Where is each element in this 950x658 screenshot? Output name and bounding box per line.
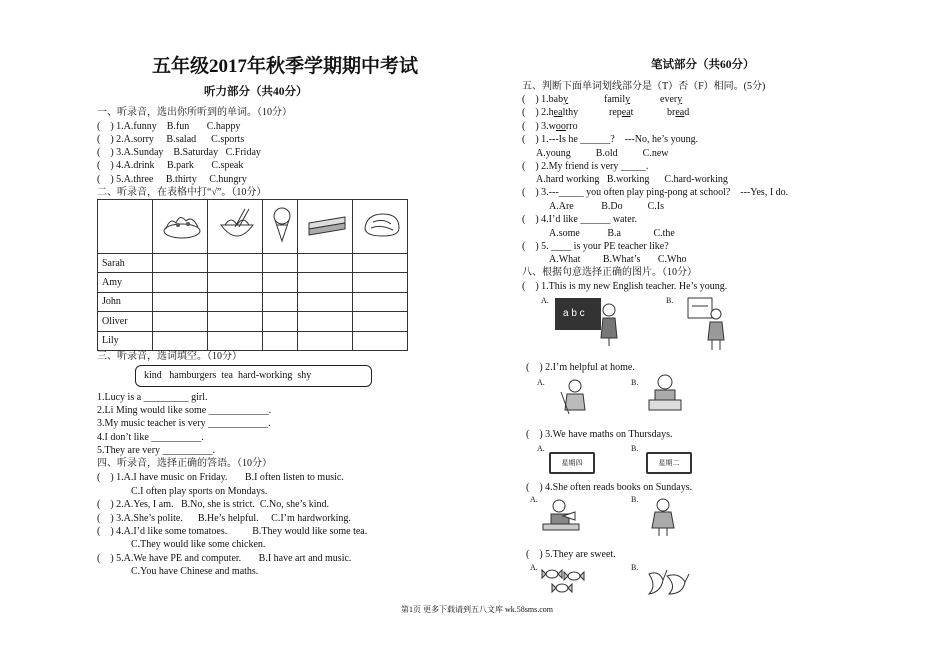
table-row	[98, 273, 408, 292]
section3-item: 3.My music teacher is very ____________.	[97, 418, 271, 429]
table-name-cell: Sarah	[98, 254, 153, 273]
section4-line: C.They would like some chicken.	[131, 539, 266, 550]
table-name-cell: Lily	[98, 331, 153, 350]
option-a-label: A.	[537, 444, 545, 453]
salad-icon	[152, 200, 207, 254]
table-header-row	[98, 200, 408, 254]
table-row	[98, 254, 408, 273]
child-sweeping-image	[555, 376, 595, 416]
option-b-label: B.	[631, 563, 639, 572]
page-footer: 第1页 更多下载请到五八文库 wk.58sms.com	[401, 605, 553, 614]
section5-word: every	[660, 94, 683, 105]
section1-item: ( ) 2.A.sorry B.salad C.sports	[97, 134, 245, 145]
section1-item: ( ) 4.A.drink B.park C.speak	[97, 160, 244, 171]
word: baby	[548, 94, 569, 105]
section4-line: ( ) 1.A.I have music on Friday. B.I often listen to music.	[97, 472, 344, 483]
section6-line: ( ) 1.---Is he ______? ---No, he’s young.	[522, 134, 699, 145]
section1-item: ( ) 5.A.three B.thirty C.hungry	[97, 174, 247, 185]
word-bank-box: kind hamburgers tea hard-working shy	[135, 365, 372, 387]
option-a-label: A.	[530, 495, 538, 504]
food-check-table	[97, 199, 408, 351]
underlined-part: y	[563, 94, 569, 105]
underlined-part: ea	[553, 107, 563, 118]
teacher-at-blackboard-image	[553, 294, 623, 346]
section3-item: 2.Li Ming would like some ____________.	[97, 405, 272, 416]
section1-heading: 一、听录音，选出你所听到的单词。（10分）	[97, 107, 292, 118]
section8-item: ( ) 4.She often reads books on Sundays.	[526, 482, 693, 493]
thursday-sign: 星期四	[549, 452, 595, 474]
section6-line: A.young B.old C.new	[536, 148, 669, 159]
section3-item: 1.Lucy is a _________ girl.	[97, 392, 208, 403]
option-b-label: B.	[631, 378, 639, 387]
section4-line: ( ) 5.A.We have PE and computer. B.I have art and music.	[97, 553, 352, 564]
section4-heading: 四、听录音，选择正确的答语。（10分）	[97, 458, 272, 469]
peppers-image	[643, 566, 691, 598]
table-name-cell: John	[98, 292, 153, 311]
table-corner-cell	[98, 200, 153, 254]
section6-line: ( ) 5. ____ is your PE teacher like?	[522, 241, 669, 252]
bread-icon	[353, 200, 408, 254]
section4-line: ( ) 3.A.She’s polite. B.He’s helpful. C.I’m hardworking.	[97, 513, 351, 524]
table-row	[98, 312, 408, 331]
section4-line: C.You have Chinese and maths.	[131, 566, 259, 577]
row-number: ( ) 3.	[522, 121, 549, 132]
underlined-part: y	[625, 94, 631, 105]
section4-line: ( ) 2.A.Yes, I am. B.No, she is strict. C.No, she’s kind.	[97, 499, 330, 510]
table-name-cell: Amy	[98, 273, 153, 292]
ice-cream-icon	[262, 200, 298, 254]
section6-line: ( ) 4.I’d like ______ water.	[522, 214, 637, 225]
section6-line: A.What B.What’s C.Who	[549, 254, 687, 265]
noodles-icon	[207, 200, 262, 254]
underlined-part: y	[677, 94, 683, 105]
section5-row	[522, 94, 568, 106]
option-a-label: A.	[541, 296, 549, 305]
section8-item: ( ) 1.This is my new English teacher. He’s young.	[522, 281, 728, 292]
option-b-label: B.	[666, 296, 674, 305]
option-a-label: A.	[530, 563, 538, 572]
section8-heading: 八、根据句意选择正确的图片。（10分）	[522, 267, 697, 278]
sandwich-icon	[298, 200, 353, 254]
word: healthy	[548, 107, 579, 118]
option-b-label: B.	[631, 495, 639, 504]
section5-word: bread	[667, 107, 690, 118]
section4-line: C.I often play sports on Mondays.	[131, 486, 268, 497]
section5-word: family	[604, 94, 631, 105]
section2-heading: 二、听录音，在表格中打“√”。（10分）	[97, 187, 267, 198]
tuesday-sign: 星期二	[646, 452, 692, 474]
candies-image	[540, 564, 590, 598]
section6-line: A.hard working B.working C.hard-working	[536, 174, 728, 185]
old-teacher-image	[686, 296, 730, 350]
section5-word: repeat	[609, 107, 634, 118]
section3-heading: 三、听录音，选词填空。（10分）	[97, 351, 242, 362]
table-row	[98, 331, 408, 350]
section1-item: ( ) 3.A.Sunday B.Saturday C.Friday	[97, 147, 261, 158]
section4-line: ( ) 4.A.I’d like some tomatoes. B.They would like some tea.	[97, 526, 368, 537]
section6-line: ( ) 2.My friend is very _____.	[522, 161, 649, 172]
section8-item: ( ) 5.They are sweet.	[526, 549, 616, 560]
section6-line: A.some B.a C.the	[549, 228, 675, 239]
table-row	[98, 292, 408, 311]
child-at-desk-image	[645, 372, 685, 416]
section8-item: ( ) 3.We have maths on Thursdays.	[526, 429, 673, 440]
word: woorro	[548, 121, 578, 132]
girl-standing-image	[648, 496, 678, 536]
section1-item: ( ) 1.A.funny B.fun C.happy	[97, 121, 241, 132]
section5-row	[522, 121, 578, 133]
section5-row	[522, 107, 578, 119]
section3-item: 4.I don’t like __________.	[97, 432, 204, 443]
table-name-cell: Oliver	[98, 312, 153, 331]
exam-title: 五年级2017年秋季学期期中考试	[152, 56, 419, 77]
section6-line: A.Are B.Do C.Is	[549, 201, 664, 212]
row-number: ( ) 2.	[522, 107, 549, 118]
section8-item: ( ) 2.I’m helpful at home.	[526, 362, 635, 373]
underlined-part: ea	[621, 107, 631, 118]
option-a-label: A.	[537, 378, 545, 387]
section3-item: 5.They are very __________.	[97, 445, 216, 456]
underlined-part: ea	[675, 107, 685, 118]
underlined-part: oo	[555, 121, 566, 132]
row-number: ( ) 1.	[522, 94, 549, 105]
girl-reading-image	[541, 496, 581, 536]
listening-section-title: 听力部分（共40分）	[204, 86, 308, 98]
option-b-label: B.	[631, 444, 639, 453]
board-text: a b c	[563, 308, 585, 319]
section6-line: ( ) 3.---_____ you often play ping-pong at school? ---Yes, I do.	[522, 187, 789, 198]
section5-heading: 五、判断下面单词划线部分是（T）否（F）相同。(5分)	[522, 81, 766, 92]
written-section-title: 笔试部分（共60分）	[651, 59, 755, 71]
